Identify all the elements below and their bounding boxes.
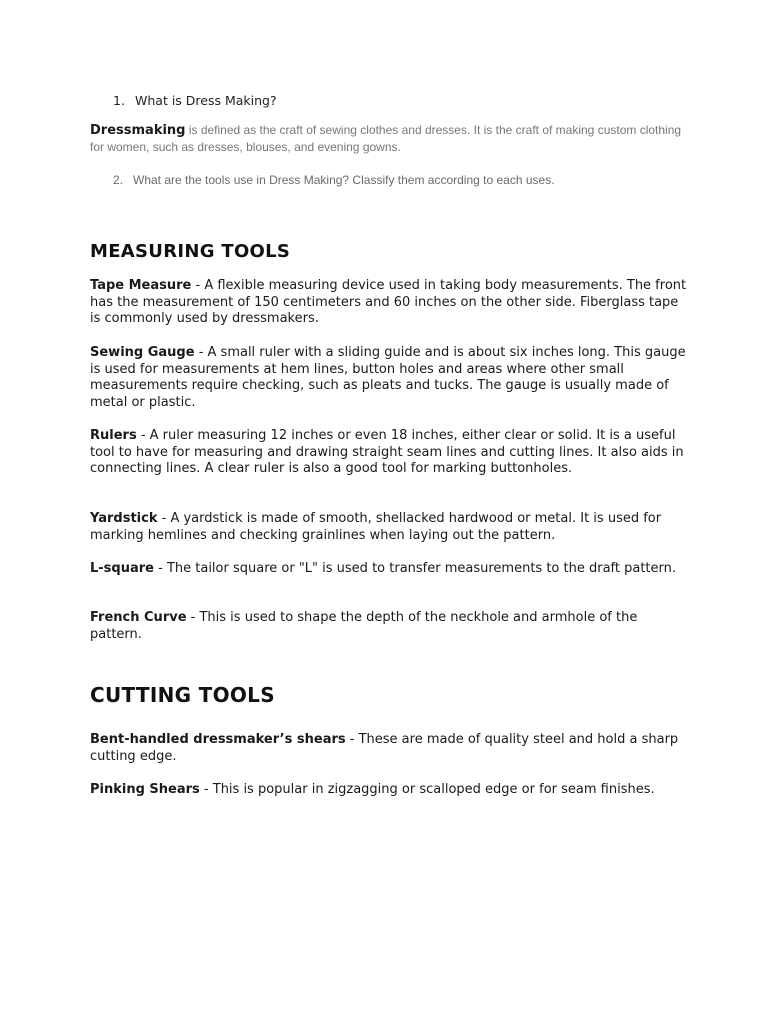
question-text: What is Dress Making?	[135, 93, 277, 108]
entry-bent-handled-shears	[90, 732, 690, 765]
entry-term: French Curve	[90, 610, 187, 625]
entry-text: - These are made of quality steel and hold a sharp cutting edge.	[90, 732, 679, 764]
entry-l-square	[90, 561, 690, 578]
entry-text: - A yardstick is made of smooth, shellacked hardwood or metal. It is used for marking hemlines and checking grainlines when laying out the pattern.	[90, 511, 662, 543]
question-number: 1.	[113, 93, 125, 108]
entry-pinking-shears	[90, 782, 690, 799]
question-2	[113, 172, 555, 188]
entry-term: Tape Measure	[90, 278, 192, 293]
question-1	[113, 93, 277, 109]
question-number: 2.	[113, 173, 124, 187]
intro-text: is defined as the craft of sewing clothes and dresses. It is the craft of making custom clothing for women, such as dresses, blouses, and evening gowns.	[90, 123, 682, 154]
entry-text: - This is used to shape the depth of the neckhole and armhole of the pattern.	[90, 610, 638, 642]
entry-yardstick	[90, 511, 690, 544]
entry-text: - The tailor square or "L" is used to transfer measurements to the draft pattern.	[153, 561, 677, 576]
intro-term: Dressmaking	[90, 123, 186, 138]
section-heading-cutting: CUTTING TOOLS	[90, 683, 275, 707]
entry-text: - This is popular in zigzagging or scalloped edge or for seam finishes.	[199, 782, 655, 797]
entry-text: - A flexible measuring device used in taking body measurements. The front has the measurement of 150 centimeters and 60 inches on the other side. Fiberglass tape is commonly used by dressmakers.	[90, 278, 687, 327]
intro-paragraph	[90, 122, 690, 156]
entry-term: L-square	[90, 561, 154, 576]
entry-term: Sewing Gauge	[90, 345, 195, 360]
entry-text: - A small ruler with a sliding guide and is about six inches long. This gauge is used for measurements at hem lines, button holes and areas where other small measurements require checking, such as pleats and tucks. The gauge is usually made of metal or plastic.	[90, 345, 686, 410]
section-heading-measuring: MEASURING TOOLS	[90, 241, 291, 262]
entry-term: Bent-handled dressmaker’s shears	[90, 732, 346, 747]
entry-term: Yardstick	[90, 511, 158, 526]
entry-term: Rulers	[90, 428, 137, 443]
entry-sewing-gauge	[90, 345, 690, 411]
question-text: What are the tools use in Dress Making? Classify them according to each uses.	[133, 173, 555, 187]
entry-term: Pinking Shears	[90, 782, 200, 797]
entry-rulers	[90, 428, 690, 478]
entry-text: - A ruler measuring 12 inches or even 18 inches, either clear or solid. It is a useful tool to have for measuring and drawing straight seam lines and cutting lines. It also aids in connecting lines. A clear ruler is also a good tool for marking buttonholes.	[90, 428, 684, 477]
entry-french-curve	[90, 610, 690, 643]
entry-tape-measure	[90, 278, 690, 328]
